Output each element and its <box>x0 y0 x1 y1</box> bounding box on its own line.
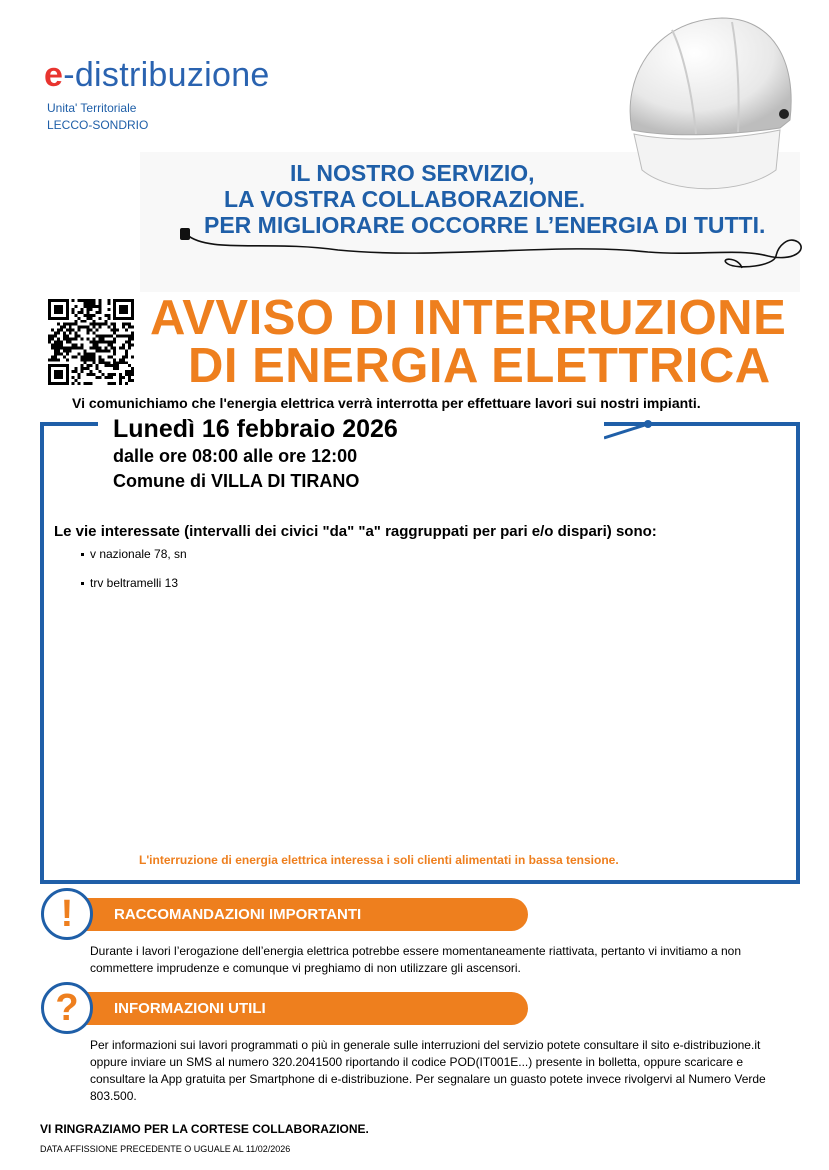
thanks-text: VI RINGRAZIAMO PER LA CORTESE COLLABORAZIONE. <box>40 1122 369 1136</box>
logo-e: e <box>44 56 64 94</box>
intro-text: Vi comunichiamo che l'energia elettrica verrà interrotta per effettuare lavori sui nostri impianti. <box>72 395 701 411</box>
recommendations-text: Durante i lavori l’erogazione dell’energia elettrica potrebbe essere momentaneamente riattivata, pertanto vi invitiamo a non commettere imprudenze e comunque vi preghiamo di non utilizzare gli ascensori. <box>90 944 742 975</box>
recommendations-heading: RACCOMANDAZIONI IMPORTANTI <box>114 906 362 923</box>
unit-area: LECCO-SONDRIO <box>47 118 149 132</box>
warning-icon: ! <box>41 888 93 940</box>
interruption-comune: Comune di VILLA DI TIRANO <box>113 471 360 491</box>
box-accent-line <box>604 418 654 440</box>
streets-heading: Le vie interessate (intervalli dei civici "da" "a" raggruppati per pari e/o dispari) sono: <box>54 523 657 540</box>
interruption-date: Lunedì 16 febbraio 2026 <box>113 415 398 443</box>
slogan-line-3: PER MIGLIORARE OCCORRE L’ENERGIA DI TUTTI. <box>204 212 766 238</box>
power-cord-illustration <box>178 226 808 281</box>
helmet-image <box>612 10 802 200</box>
low-voltage-note: L'interruzione di energia elettrica interessa i soli clienti alimentati in bassa tensione. <box>139 853 619 867</box>
list-item <box>81 576 178 590</box>
street-name: v nazionale 78, sn <box>90 547 187 561</box>
info-heading: INFORMAZIONI UTILI <box>114 1000 266 1017</box>
info-text: Per informazioni sui lavori programmati o più in generale sulle interruzioni del servizio potete consultare il sito e-distribuzione.it oppure inviare un SMS al numero 320.2041500 riportando il codice POD(IT001E...) presente in bolletta, oppure scaricare e consultare la App gratuita per Smartphone di e-distribuzione. Per segnalare un guasto potete invece rivolgervi al Numero Verde 803.500. <box>90 1038 766 1103</box>
list-item <box>81 547 187 561</box>
interruption-hours: dalle ore 08:00 alle ore 12:00 <box>113 446 358 466</box>
street-name: trv beltramelli 13 <box>90 576 179 590</box>
slogan-line-1: IL NOSTRO SERVIZIO, <box>290 160 535 186</box>
notice-title-line-1: AVVISO DI INTERRUZIONE <box>150 291 787 345</box>
notice-title-line-2: DI ENERGIA ELETTRICA <box>188 339 771 393</box>
bullet-icon <box>81 553 84 556</box>
unit-label: Unita' Territoriale <box>47 101 137 115</box>
question-icon: ? <box>41 982 93 1034</box>
logo-name: -distribuzione <box>63 56 270 94</box>
brand-logo <box>44 56 270 95</box>
bullet-icon <box>81 582 84 585</box>
posting-date: DATA AFFISSIONE PRECEDENTE O UGUALE AL 11/02/2026 <box>40 1144 291 1154</box>
qr-code <box>48 299 134 385</box>
slogan-line-2: LA VOSTRA COLLABORAZIONE. <box>224 186 586 212</box>
